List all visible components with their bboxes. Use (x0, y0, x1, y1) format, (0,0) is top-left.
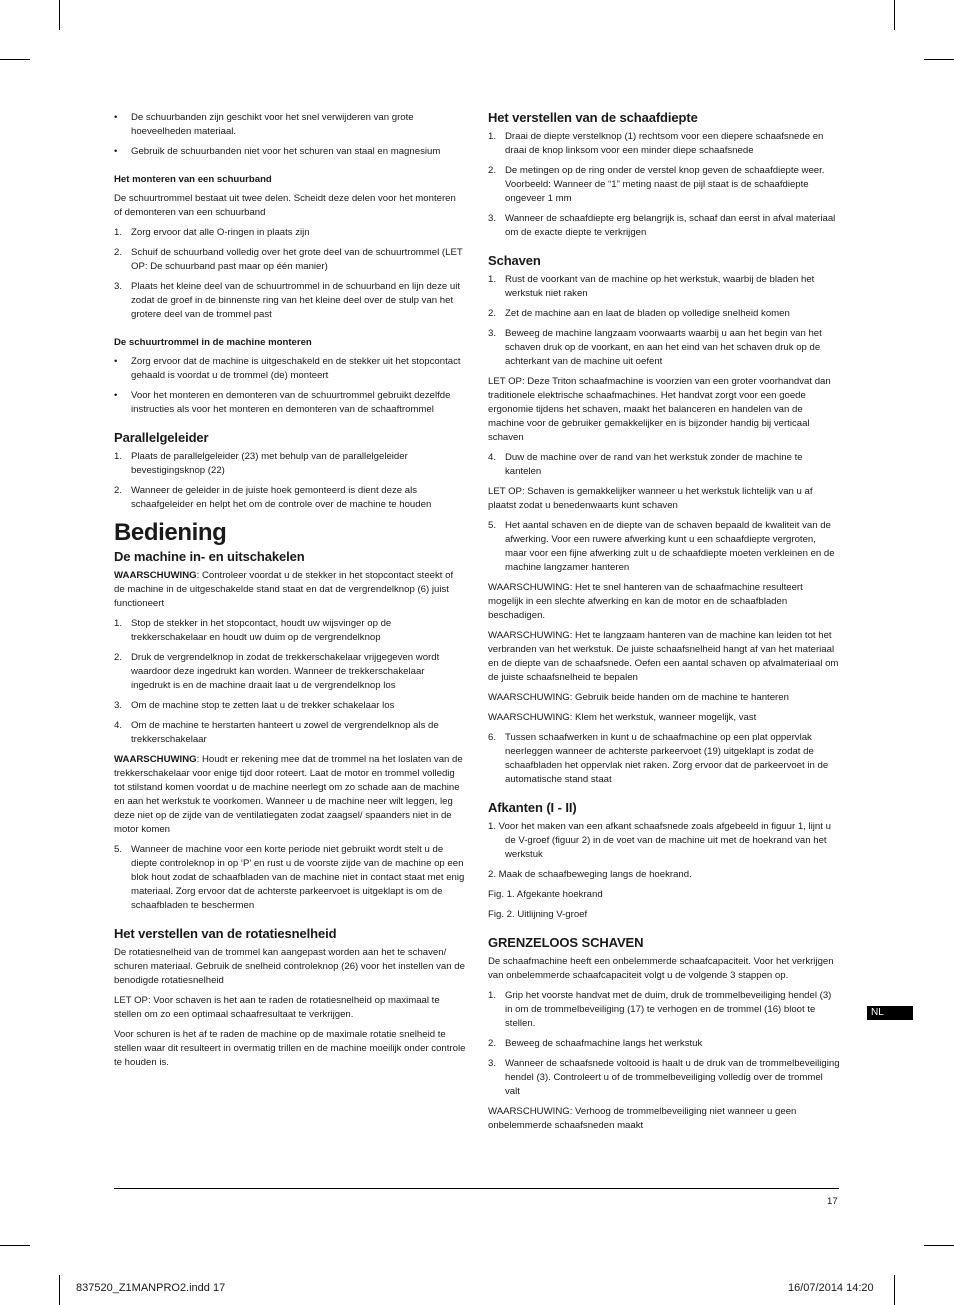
list-item: 2. Beweeg de schaafmachine langs het werkstuk (488, 1038, 703, 1049)
figure-caption: Fig. 1. Afgekante hoekrand (488, 889, 603, 900)
list-item: 3. Wanneer de schaafdiepte erg belangrijk is, schaaf dan eerst in afval materiaal om de exacte diepte te verkrijgen (488, 213, 836, 238)
crop-mark (894, 1275, 895, 1305)
list-item: 2. Schuif de schuurband volledig over het grote deel van de schuurtrommel (LET OP: De schuurband past maar op één manier) (114, 247, 463, 272)
crop-mark (924, 1245, 954, 1246)
section-heading-monteren: Het monteren van een schuurband (114, 174, 272, 185)
crop-mark (0, 59, 30, 60)
crop-mark (59, 1275, 60, 1305)
list-item: 1. Voor het maken van een afkant schaafsnede zoals afgebeeld in figuur 1, lijnt u de V-groef (figuur 2) in de voet van de machine uit met de hoekrand van het werkstuk (488, 821, 831, 860)
list-item: 1. Draai de diepte verstelknop (1) rechtsom voor een diepere schaafsnede en draai de knop linksom voor een minder diepe schaafsnede (488, 131, 824, 156)
warning-paragraph: WAARSCHUWING: Het te snel hanteren van de schaafmachine resulteert mogelijk in een slechte afwerking en kan de motor en de schaafbladen beschadigen. (488, 582, 803, 621)
list-item: • Zorg ervoor dat de machine is uitgeschakeld en de stekker uit het stopcontact gehaald is voordat u de trommel (de) monteert (114, 356, 461, 381)
right-column (488, 111, 840, 1139)
section-heading-rotatie: Het verstellen van de rotatiesnelheid (114, 926, 337, 941)
list-item: 3. Beweeg de machine langzaam voorwaarts waarbij u aan het begin van het schaven druk op de voorkant, en aan het eind van het schaven druk op de achterkant van de machine uit oefent (488, 328, 822, 367)
list-item: 2. Zet de machine aan en laat de bladen op volledige snelheid komen (488, 308, 790, 319)
warning-paragraph: WAARSCHUWING: Controleer voordat u de stekker in het stopcontact steekt of de machine in de uitgeschakelde stand staat en dat de vergrendelknop (6) juist functioneert (114, 570, 454, 609)
warning-paragraph: WAARSCHUWING: Verhoog de trommelbeveiliging niet wanneer u geen onbelemmerde schaafsneden maakt (488, 1106, 797, 1131)
list-item: • De schuurbanden zijn geschikt voor het snel verwijderen van grote hoeveelheden materiaal. (114, 112, 414, 137)
list-item: 5. Wanneer de machine voor een korte periode niet gebruikt wordt stelt u de diepte controleknop in op ‘P’ en rust u de voorste zijde van de machine op een blok hout zodat de schaafbladen van de machine niet in contact staat met enig materiaal. Zorg ervoor dat de achterste parkeervoet is uitgeklapt is om de schaafbladen te beschermen (114, 844, 465, 911)
warning-paragraph: WAARSCHUWING: Klem het werkstuk, wanneer mogelijk, vast (488, 712, 757, 723)
paragraph: Voor schuren is het af te raden de machine op de maximale rotatie snelheid te stellen waar dit resulteert in overmatig trillen en de machine moeilijk onder controle te houden is. (114, 1029, 466, 1068)
list-item: • Gebruik de schuurbanden niet voor het schuren van staal en magnesium (114, 146, 441, 157)
list-item: • Voor het monteren en demonteren van de schuurtrommel gebruikt dezelfde instructies als voor het monteren en demonteren van de schaaftrommel (114, 390, 451, 415)
paragraph: De rotatiesnelheid van de trommel kan aangepast worden aan het te schaven/ schuren materiaal. Gebruik de snelheid controleknop (26) voor het instellen van de benodigde rotatiesnelheid (114, 947, 465, 986)
list-item: 5. Het aantal schaven en de diepte van de schaven bepaald de kwaliteit van de afwerking. Voor een ruwere afwerking kunt u een schaafdiepte vergroten, maar voor een fijne afwerking zult u de schaafdiepte moeten verkleinen en de machine langzamer hanteren (488, 520, 835, 573)
page-number: 17 (827, 1196, 838, 1207)
paragraph: De schaafmachine heeft een onbelemmerde schaafcapaciteit. Voor het verkrijgen van onbelemmerde schaafcapaciteit volgt u de volgende 3 stappen op. (488, 956, 834, 981)
section-heading-inuit: De machine in- en uitschakelen (114, 549, 305, 564)
list-item: 2. De metingen op de ring onder de verstel knop geven de schaafdiepte weer. Voorbeeld: Wanneer de “1” meting naast de pijl staat is de schaafdiepte ongeveer 1 mm (488, 165, 825, 204)
chapter-title: Bediening (114, 519, 227, 546)
section-heading-afkanten: Afkanten (I - II) (488, 800, 577, 815)
note-paragraph: LET OP: Schaven is gemakkelijker wanneer u het werkstuk lichtelijk van u af plaatst zodat u benedenwaarts kunt schaven (488, 486, 813, 511)
print-slug-date: 16/07/2014 14:20 (788, 1282, 874, 1294)
list-item: 3. Om de machine stop te zetten laat u de trekker schakelaar los (114, 700, 395, 711)
list-item: 6. Tussen schaafwerken in kunt u de schaafmachine op een plat oppervlak neerleggen wanneer de achterste parkeervoet (19) uitgeklapt is zodat de schaafbladen het oppervlak niet raken. Zorg ervoor dat de parkeervoet in de automatische stand staat (488, 732, 829, 785)
crop-mark (894, 0, 895, 30)
list-item: 1. Rust de voorkant van de machine op het werkstuk, waarbij de bladen het werkstuk niet raken (488, 274, 815, 299)
paragraph: LET OP: Voor schaven is het aan te raden de rotatiesnelheid op maximaal te stellen om zo een optimaal schaafresultaat te verkrijgen. (114, 995, 440, 1020)
warning-paragraph: WAARSCHUWING: Het te langzaam hanteren van de machine kan leiden tot het verbranden van het werkstuk. De juiste schaafsnelheid hangt af van het materiaal en de diepte van de schaafsnede. Oefen een aantal schaven op afvalmateriaal om de juiste schaafsnelheid te bepalen (488, 630, 839, 683)
list-item: 3. Plaats het kleine deel van de schuurtrommel in de schuurband en lijn deze uit zodat de groef in de binnenste ring van het kleine deel over de stulp van het grotere deel van de trommel past (114, 281, 461, 320)
list-item: 1. Stop de stekker in het stopcontact, houdt uw wijsvinger op de trekkerschakelaar en houdt uw duim op de vergrendelknop (114, 618, 392, 643)
list-item: 4. Duw de machine over de rand van het werkstuk zonder de machine te kantelen (488, 452, 803, 477)
footer-rule (114, 1188, 839, 1189)
figure-caption: Fig. 2. Uitlijning V-groef (488, 909, 588, 920)
list-item: 2. Maak de schaafbeweging langs de hoekrand. (488, 869, 692, 880)
note-paragraph: LET OP: Deze Triton schaafmachine is voorzien van een groter voorhandvat dan traditionele elektrische schaafmachines. Het handvat zorgt voor een goede ergonomie tijdens het schaven, maakt het balanceren en handelen van de machine voor de gebruiker gemakkelijker en is bijzonder handig bij verticaal schaven (488, 376, 831, 443)
list-item: 1. Zorg ervoor dat alle O-ringen in plaats zijn (114, 227, 310, 238)
language-tab: NL (867, 1006, 913, 1020)
list-item: 2. Druk de vergrendelknop in zodat de trekkerschakelaar vrijgegeven wordt waardoor deze ingedrukt kan worden. Wanneer de trekkerschakelaar ingedrukt is en de machine draait laat u de vergrendelknop los (114, 652, 440, 691)
warning-paragraph: WAARSCHUWING: Gebruik beide handen om de machine te hanteren (488, 692, 789, 703)
section-heading-machine: De schuurtrommel in de machine monteren (114, 337, 312, 348)
list-item: 2. Wanneer de geleider in de juiste hoek gemonteerd is dient deze als schaafgeleider en helpt het om de controle over de machine te houden (114, 485, 432, 510)
warning-label: WAARSCHUWING (114, 754, 197, 765)
crop-mark (924, 59, 954, 60)
list-item: 1. Plaats de parallelgeleider (23) met behulp van de parallelgeleider bevestigingsknop (22) (114, 451, 408, 476)
crop-mark (0, 1245, 30, 1246)
list-item: 3. Wanneer de schaafsnede voltooid is haalt u de druk van de trommelbeveiliging hendel (3). Controleert u of de trommelbeveiliging volledig over de trommel valt (488, 1058, 840, 1097)
paragraph: De schuurtrommel bestaat uit twee delen. Scheidt deze delen voor het monteren of demonteren van een schuurband (114, 193, 456, 218)
warning-label: WAARSCHUWING (114, 570, 197, 581)
section-heading-diepte: Het verstellen van de schaafdiepte (488, 110, 698, 125)
section-heading-schaven: Schaven (488, 253, 541, 268)
section-heading-parallel: Parallelgeleider (114, 430, 209, 445)
print-slug-file: 837520_Z1MANPRO2.indd 17 (76, 1282, 226, 1294)
crop-mark (59, 0, 60, 30)
list-item: 1. Grip het voorste handvat met de duim, druk de trommelbeveiliging hendel (3) in om de trommelbeveiliging (17) te verhogen en de trommel (16) bloot te stellen. (488, 990, 832, 1029)
warning-paragraph: WAARSCHUWING: Houdt er rekening mee dat de trommel na het loslaten van de trekkerschakelaar voor enige tijd door roteert. Laat de motor en trommel volledig tot stilstand komen voordat u de machine neerlegt om zo schade aan de machine en aan het werkstuk te voorkomen. Wanneer u de machine neer wilt leggen, leg deze niet op de zijde van de ventilatiegaten zodat zaagsel/ spaanders niet in de motor komen (114, 754, 463, 835)
left-column (114, 111, 466, 1076)
list-item: 4. Om de machine te herstarten hanteert u zowel de vergrendelknop als de trekkerschakelaar (114, 720, 439, 745)
section-heading-grenzeloos: GRENZELOOS SCHAVEN (488, 935, 644, 950)
